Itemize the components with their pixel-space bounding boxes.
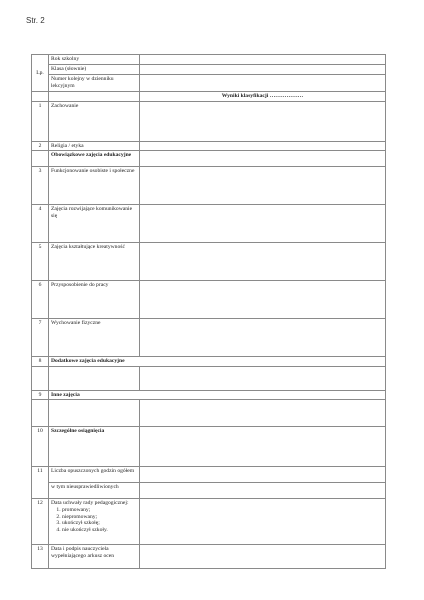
teacher-signature-field[interactable] [140,545,386,569]
blank-cell [32,92,49,102]
additional-class-name-field[interactable] [49,366,140,390]
page-number: Str. 2 [26,16,45,25]
school-year-label: Rok szkolny [49,55,140,65]
row-number: 3 [32,167,49,205]
additional-classes-heading: Dodatkowe zajęcia edukacyjne [49,357,386,367]
row-number: 8 [32,357,49,367]
blank-cell [32,151,49,167]
behavior-label: Zachowanie [49,101,140,141]
row-number: 2 [32,141,49,151]
option-promoted: 1. promowany; [62,507,137,514]
register-number-field[interactable] [140,75,386,92]
row-number: 6 [32,281,49,319]
option-not-graduated: 4. nie ukończył szkoły. [62,527,137,534]
other-class-grade-field[interactable] [140,400,386,427]
achievements-field[interactable] [140,427,386,467]
row-number: 5 [32,243,49,281]
row-number: 10 [32,427,49,467]
creativity-label: Zajęcia kształtujące kreatywność [49,243,140,281]
absent-hours-label: Liczba opuszczonych godzin ogółem [49,467,140,483]
work-preparation-grade-field[interactable] [140,281,386,319]
register-number-label: Numer kolejny w dzienniku lekcyjnym [49,75,140,92]
behavior-grade-field[interactable] [140,101,386,141]
religion-grade-field[interactable] [140,141,386,151]
physical-education-label: Wychowanie fizyczne [49,319,140,357]
row-number: 1 [32,101,49,141]
communication-label: Zajęcia rozwijające komunikowanie się [49,205,140,243]
personal-social-label: Funkcjonowanie osobiste i społeczne [49,167,140,205]
absent-hours-field[interactable] [140,467,386,483]
resolution-options-list [51,507,137,533]
additional-class-grade-field[interactable] [140,366,386,390]
blank-cell [140,151,386,167]
creativity-grade-field[interactable] [140,243,386,281]
council-resolution-field[interactable] [140,499,386,545]
row-number: 4 [32,205,49,243]
blank-cell [32,366,49,390]
religion-label: Religia / etyka [49,141,140,151]
personal-social-grade-field[interactable] [140,167,386,205]
classification-results-heading: Wyniki klasyfikacji ……………… [140,92,386,102]
row-number: 9 [32,390,49,400]
school-year-field[interactable] [140,55,386,65]
lp-header: Lp. [32,55,49,92]
council-resolution-label: Data uchwały rady pedagogicznej: [51,500,129,507]
other-classes-heading: Inne zajęcia [49,390,386,400]
physical-education-grade-field[interactable] [140,319,386,357]
row-number: 12 [32,499,49,545]
blank-cell [49,92,140,102]
other-class-name-field[interactable] [49,400,140,427]
unexcused-hours-label: w tym nieusprawiedliwionych [49,483,140,499]
teacher-signature-label: Data i podpis nauczyciela wypełniającego arkusz ocen [49,545,140,569]
class-field[interactable] [140,65,386,75]
option-graduated: 3. ukończył szkołę; [62,520,137,527]
row-number: 13 [32,545,49,569]
class-label: Klasa (słownie) [49,65,140,75]
obligatory-classes-heading: Obowiązkowe zajęcia edukacyjne [49,151,140,167]
row-number: 11 [32,467,49,499]
option-not-promoted: 2. niepromowany; [62,514,137,521]
blank-cell [32,400,49,427]
council-resolution-cell [49,499,140,545]
communication-grade-field[interactable] [140,205,386,243]
work-preparation-label: Przysposobienie do pracy [49,281,140,319]
classification-table [31,54,386,569]
unexcused-hours-field[interactable] [140,483,386,499]
achievements-label: Szczególne osiągnięcia [49,427,140,467]
row-number: 7 [32,319,49,357]
